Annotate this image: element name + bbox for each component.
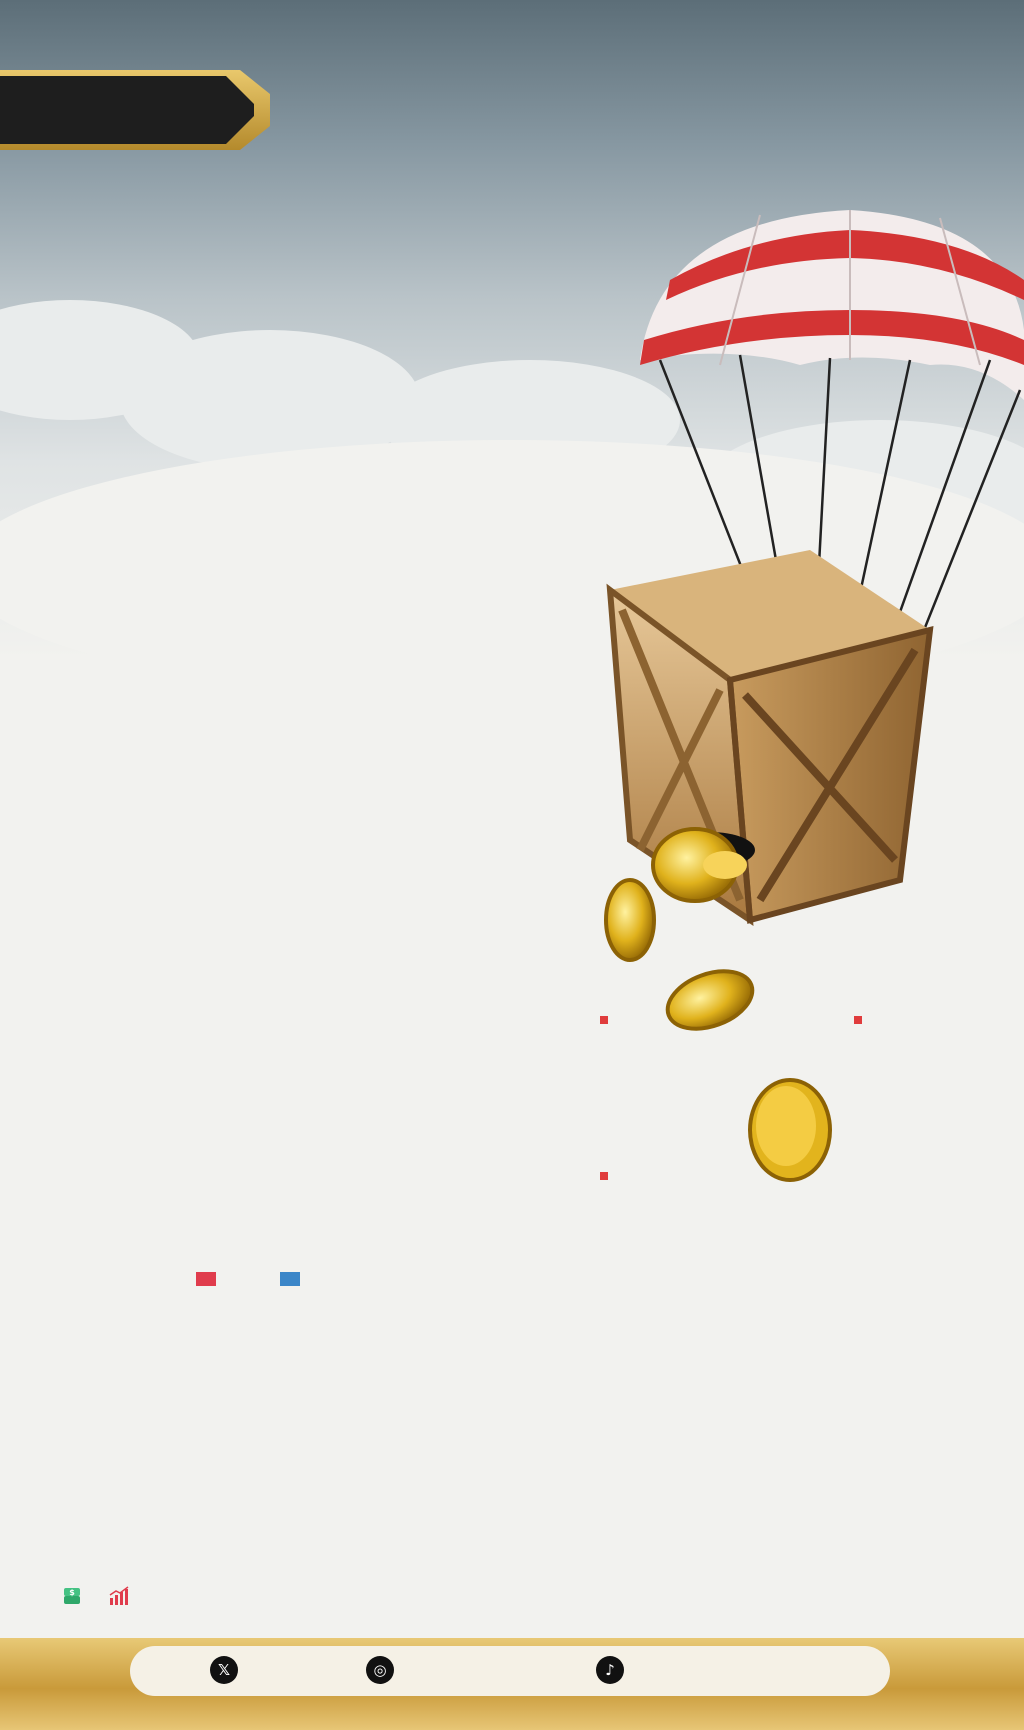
growth-chart-icon <box>108 1586 130 1606</box>
instagram-icon: ◎ <box>366 1656 394 1684</box>
table-legend <box>62 1586 134 1606</box>
gold-coin-icon <box>740 1070 840 1190</box>
legend-kredit <box>196 1272 224 1286</box>
social-instagram[interactable] <box>366 1656 402 1684</box>
social-x[interactable] <box>210 1656 246 1684</box>
gold-coins-icon <box>606 829 760 1039</box>
parachute-crate-illustration <box>600 160 1024 1040</box>
bisnisgrafik-badge <box>0 70 290 150</box>
x-logo-icon: 𝕏 <box>210 1656 238 1684</box>
svg-text:$: $ <box>69 1588 75 1597</box>
line-chart <box>0 1060 600 1270</box>
legend-dpk <box>280 1272 308 1286</box>
tiktok-icon: ♪ <box>596 1656 624 1684</box>
legend-pertumbuhan <box>108 1586 134 1606</box>
money-stack-icon <box>62 1586 82 1606</box>
footer <box>0 1638 1024 1730</box>
legend-nilai <box>62 1586 86 1606</box>
social-tiktok[interactable] <box>596 1656 632 1684</box>
